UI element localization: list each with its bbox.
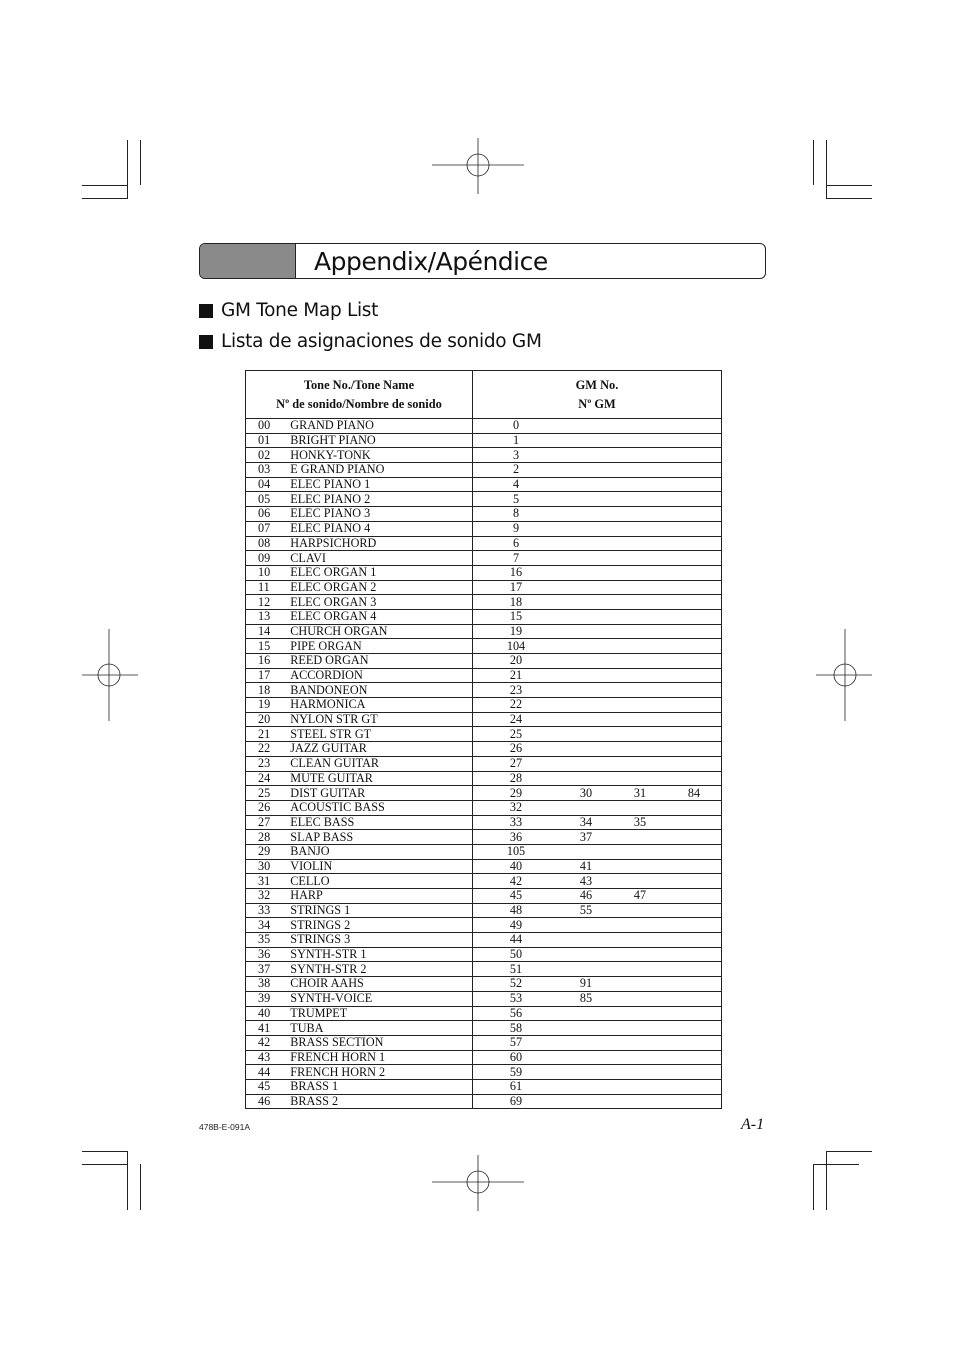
table-row	[246, 756, 722, 771]
gm-number: 3	[512, 447, 520, 462]
tone-number: 03	[246, 463, 291, 478]
tone-name: BANJO	[290, 844, 472, 859]
tone-number: 34	[246, 918, 291, 933]
registration-mark-bottom	[432, 1155, 524, 1211]
tone-number: 46	[246, 1094, 291, 1109]
gm-number: 69	[509, 1093, 523, 1108]
gm-number: 42	[509, 873, 523, 888]
gm-number: 48	[509, 903, 523, 918]
gm-number: 31	[633, 785, 647, 800]
tone-number: 17	[246, 668, 291, 683]
gm-numbers	[473, 551, 722, 566]
tone-number: 44	[246, 1065, 291, 1080]
gm-numbers	[473, 477, 722, 492]
tone-number: 21	[246, 727, 291, 742]
gm-number: 43	[579, 873, 593, 888]
gm-numbers	[473, 1006, 722, 1021]
gm-numbers	[473, 536, 722, 551]
table-row	[246, 771, 722, 786]
gm-numbers	[473, 771, 722, 786]
tone-number: 27	[246, 815, 291, 830]
gm-number: 44	[509, 932, 523, 947]
gm-numbers	[473, 991, 722, 1006]
tone-number: 10	[246, 565, 291, 580]
tone-number: 20	[246, 712, 291, 727]
tone-number: 25	[246, 786, 291, 801]
table-row	[246, 947, 722, 962]
gm-number: 9	[512, 521, 520, 536]
table-row	[246, 844, 722, 859]
gm-numbers	[473, 624, 722, 639]
square-bullet-icon	[199, 335, 213, 349]
gm-number: 47	[633, 888, 647, 903]
gm-number: 25	[509, 726, 523, 741]
gm-numbers	[473, 507, 722, 522]
table-row	[246, 433, 722, 448]
table-row	[246, 507, 722, 522]
tone-name: BRASS SECTION	[290, 1035, 472, 1050]
tone-number: 26	[246, 800, 291, 815]
table-row	[246, 1050, 722, 1065]
gm-number: 27	[509, 756, 523, 771]
gm-number: 26	[509, 741, 523, 756]
gm-number: 4	[512, 477, 520, 492]
table-row	[246, 742, 722, 757]
tone-number: 22	[246, 742, 291, 757]
table-row	[246, 595, 722, 610]
gm-number: 15	[509, 609, 523, 624]
table-row	[246, 668, 722, 683]
square-bullet-icon	[199, 304, 213, 318]
tone-name: ELEC PIANO 3	[290, 507, 472, 522]
gm-number: 21	[509, 668, 523, 683]
gm-number: 30	[579, 785, 593, 800]
tone-number: 06	[246, 507, 291, 522]
gm-numbers	[473, 609, 722, 624]
tone-number: 39	[246, 991, 291, 1006]
gm-numbers	[473, 727, 722, 742]
gm-number: 35	[633, 814, 647, 829]
tone-name: FRENCH HORN 2	[290, 1065, 472, 1080]
gm-number: 16	[509, 565, 523, 580]
table-row	[246, 1006, 722, 1021]
gm-numbers	[473, 448, 722, 463]
gm-numbers	[473, 800, 722, 815]
gm-numbers	[473, 786, 722, 801]
gm-numbers	[473, 844, 722, 859]
page-title: Appendix/Apéndice	[314, 246, 548, 276]
gm-number: 22	[509, 697, 523, 712]
table-row	[246, 624, 722, 639]
gm-number: 2	[512, 462, 520, 477]
table-row	[246, 1065, 722, 1080]
tone-name: STRINGS 3	[290, 933, 472, 948]
tone-name: ACCORDION	[290, 668, 472, 683]
registration-mark-right	[816, 629, 872, 721]
tone-name: TRUMPET	[290, 1006, 472, 1021]
tone-name: STRINGS 2	[290, 918, 472, 933]
table-row	[246, 962, 722, 977]
gm-numbers	[473, 565, 722, 580]
gm-number: 59	[509, 1064, 523, 1079]
gm-numbers	[473, 1065, 722, 1080]
table-row	[246, 991, 722, 1006]
tone-name: HONKY-TONK	[290, 448, 472, 463]
gm-numbers	[473, 815, 722, 830]
table-row	[246, 1094, 722, 1109]
gm-number: 17	[509, 579, 523, 594]
gm-numbers	[473, 1035, 722, 1050]
gm-numbers	[473, 580, 722, 595]
gm-numbers	[473, 889, 722, 904]
tone-number: 35	[246, 933, 291, 948]
tone-number: 42	[246, 1035, 291, 1050]
header-gm-label-es: Nº GM	[578, 396, 616, 411]
gm-number: 50	[509, 947, 523, 962]
header-gm-column	[473, 371, 722, 419]
tone-name: ACOUSTIC BASS	[290, 800, 472, 815]
tone-number: 43	[246, 1050, 291, 1065]
table-row	[246, 933, 722, 948]
gm-numbers	[473, 830, 722, 845]
tone-number: 16	[246, 654, 291, 669]
tone-number: 04	[246, 477, 291, 492]
gm-number: 8	[512, 506, 520, 521]
gm-number: 51	[509, 961, 523, 976]
table-row	[246, 609, 722, 624]
tone-number: 08	[246, 536, 291, 551]
tone-name: BRASS 2	[290, 1094, 472, 1109]
tone-number: 07	[246, 521, 291, 536]
table-row	[246, 727, 722, 742]
heading-lista-asignaciones	[199, 331, 542, 352]
tone-number: 09	[246, 551, 291, 566]
tone-name: SYNTH-STR 1	[290, 947, 472, 962]
tone-number: 05	[246, 492, 291, 507]
gm-numbers	[473, 947, 722, 962]
table-row	[246, 977, 722, 992]
gm-number: 58	[509, 1020, 523, 1035]
tone-name: CHURCH ORGAN	[290, 624, 472, 639]
table-row	[246, 889, 722, 904]
gm-number: 29	[509, 785, 523, 800]
tone-name: NYLON STR GT	[290, 712, 472, 727]
table-body	[246, 419, 722, 1109]
registration-mark-top	[432, 138, 524, 194]
gm-numbers	[473, 712, 722, 727]
tone-number: 36	[246, 947, 291, 962]
tone-number: 14	[246, 624, 291, 639]
tone-name: TUBA	[290, 1021, 472, 1036]
tone-number: 33	[246, 903, 291, 918]
tone-name: E GRAND PIANO	[290, 463, 472, 478]
gm-number: 53	[509, 991, 523, 1006]
tone-name: ELEC PIANO 1	[290, 477, 472, 492]
gm-number: 6	[512, 535, 520, 550]
tone-name: REED ORGAN	[290, 654, 472, 669]
tone-name: CLAVI	[290, 551, 472, 566]
gm-numbers	[473, 433, 722, 448]
footer-code: 478B-E-091A	[199, 1122, 251, 1132]
tone-name: VIOLIN	[290, 859, 472, 874]
tone-name: ELEC ORGAN 3	[290, 595, 472, 610]
tone-number: 19	[246, 698, 291, 713]
tone-name: BANDONEON	[290, 683, 472, 698]
gm-numbers	[473, 1050, 722, 1065]
tone-name: ELEC PIANO 4	[290, 521, 472, 536]
table-row	[246, 448, 722, 463]
tone-number: 31	[246, 874, 291, 889]
table-row	[246, 683, 722, 698]
table-header-row	[246, 371, 722, 419]
gm-number: 104	[506, 638, 526, 653]
gm-number: 46	[579, 888, 593, 903]
tone-name: CHOIR AAHS	[290, 977, 472, 992]
gm-number: 105	[506, 844, 526, 859]
appendix-title-bar	[199, 243, 766, 279]
tone-name: FRENCH HORN 1	[290, 1050, 472, 1065]
heading-text: GM Tone Map List	[221, 300, 379, 321]
table-row	[246, 521, 722, 536]
gm-numbers	[473, 521, 722, 536]
table-row	[246, 477, 722, 492]
gm-numbers	[473, 595, 722, 610]
tone-name: HARP	[290, 889, 472, 904]
tone-number: 32	[246, 889, 291, 904]
table-row	[246, 874, 722, 889]
gm-numbers	[473, 463, 722, 478]
table-row	[246, 859, 722, 874]
table-row	[246, 800, 722, 815]
gm-numbers	[473, 492, 722, 507]
tone-name: CLEAN GUITAR	[290, 756, 472, 771]
tone-name: SLAP BASS	[290, 830, 472, 845]
table-row	[246, 786, 722, 801]
gm-numbers	[473, 903, 722, 918]
gm-number: 45	[509, 888, 523, 903]
tone-number: 24	[246, 771, 291, 786]
tone-name: DIST GUITAR	[290, 786, 472, 801]
header-tone-label: Tone No./Tone Name	[303, 377, 415, 392]
gm-numbers	[473, 419, 722, 434]
gm-numbers	[473, 698, 722, 713]
gm-number: 41	[579, 858, 593, 873]
tone-number: 45	[246, 1079, 291, 1094]
gm-numbers	[473, 654, 722, 669]
tone-name: GRAND PIANO	[290, 419, 472, 434]
gm-number: 85	[579, 991, 593, 1006]
gm-number: 84	[687, 785, 701, 800]
gm-number: 23	[509, 682, 523, 697]
header-tone-column	[246, 371, 473, 419]
table-row	[246, 492, 722, 507]
tone-number: 12	[246, 595, 291, 610]
gm-number: 19	[509, 623, 523, 638]
tone-number: 40	[246, 1006, 291, 1021]
tone-name: SYNTH-STR 2	[290, 962, 472, 977]
gm-numbers	[473, 668, 722, 683]
heading-text: Lista de asignaciones de sonido GM	[221, 331, 542, 352]
gm-number: 28	[509, 770, 523, 785]
gm-numbers	[473, 918, 722, 933]
gm-numbers	[473, 756, 722, 771]
gm-number: 36	[509, 829, 523, 844]
gm-number: 57	[509, 1035, 523, 1050]
gm-number: 37	[579, 829, 593, 844]
page-number: A-1	[741, 1116, 765, 1133]
table-row	[246, 815, 722, 830]
tone-name: ELEC ORGAN 2	[290, 580, 472, 595]
gm-number: 1	[512, 433, 520, 448]
gm-number: 34	[579, 814, 593, 829]
table-row	[246, 903, 722, 918]
table-row	[246, 1035, 722, 1050]
gm-number: 7	[512, 550, 520, 565]
gm-number: 60	[509, 1049, 523, 1064]
gm-number: 18	[509, 594, 523, 609]
gm-numbers	[473, 639, 722, 654]
gm-number: 52	[509, 976, 523, 991]
gm-number: 61	[509, 1079, 523, 1094]
tone-number: 41	[246, 1021, 291, 1036]
tone-number: 00	[246, 419, 291, 434]
tone-number: 01	[246, 433, 291, 448]
tone-number: 30	[246, 859, 291, 874]
gm-numbers	[473, 874, 722, 889]
heading-gm-tone-map-list	[199, 300, 378, 321]
gm-number: 33	[509, 814, 523, 829]
tone-name: CELLO	[290, 874, 472, 889]
tone-name: PIPE ORGAN	[290, 639, 472, 654]
gm-number: 91	[579, 976, 593, 991]
tone-number: 02	[246, 448, 291, 463]
tone-number: 29	[246, 844, 291, 859]
tone-name: HARMONICA	[290, 698, 472, 713]
tone-number: 37	[246, 962, 291, 977]
gm-numbers	[473, 1021, 722, 1036]
gm-number: 32	[509, 800, 523, 815]
table-row	[246, 654, 722, 669]
tone-name: ELEC BASS	[290, 815, 472, 830]
tone-name: JAZZ GUITAR	[290, 742, 472, 757]
table-row	[246, 712, 722, 727]
table-row	[246, 551, 722, 566]
gm-numbers	[473, 859, 722, 874]
table-row	[246, 1079, 722, 1094]
tone-number: 23	[246, 756, 291, 771]
table-row	[246, 419, 722, 434]
table-row	[246, 698, 722, 713]
gm-number: 56	[509, 1005, 523, 1020]
header-gm-label: GM No.	[575, 377, 619, 392]
table-row	[246, 580, 722, 595]
gm-number: 24	[509, 712, 523, 727]
table-row	[246, 639, 722, 654]
table-row	[246, 830, 722, 845]
tone-number: 11	[246, 580, 291, 595]
title-tab-decoration	[200, 244, 296, 278]
tone-name: ELEC ORGAN 4	[290, 609, 472, 624]
gm-numbers	[473, 1094, 722, 1109]
gm-number: 0	[512, 418, 520, 433]
gm-number: 40	[509, 858, 523, 873]
header-tone-label-es: Nº de sonido/Nombre de sonido	[276, 396, 442, 411]
tone-name: STEEL STR GT	[290, 727, 472, 742]
table-row	[246, 536, 722, 551]
gm-numbers	[473, 683, 722, 698]
table-row	[246, 918, 722, 933]
tone-number: 15	[246, 639, 291, 654]
tone-number: 28	[246, 830, 291, 845]
tone-name: BRIGHT PIANO	[290, 433, 472, 448]
gm-numbers	[473, 933, 722, 948]
gm-numbers	[473, 977, 722, 992]
table-row	[246, 1021, 722, 1036]
gm-tone-map-table	[245, 370, 722, 1109]
tone-name: STRINGS 1	[290, 903, 472, 918]
tone-number: 18	[246, 683, 291, 698]
registration-mark-left	[82, 629, 138, 721]
tone-number: 38	[246, 977, 291, 992]
tone-name: HARPSICHORD	[290, 536, 472, 551]
gm-number: 55	[579, 903, 593, 918]
gm-number: 20	[509, 653, 523, 668]
tone-name: ELEC PIANO 2	[290, 492, 472, 507]
gm-number: 5	[512, 491, 520, 506]
tone-name: MUTE GUITAR	[290, 771, 472, 786]
table-row	[246, 463, 722, 478]
gm-numbers	[473, 742, 722, 757]
gm-numbers	[473, 1079, 722, 1094]
tone-number: 13	[246, 609, 291, 624]
tone-name: BRASS 1	[290, 1079, 472, 1094]
gm-number: 49	[509, 917, 523, 932]
tone-name: SYNTH-VOICE	[290, 991, 472, 1006]
table-row	[246, 565, 722, 580]
gm-numbers	[473, 962, 722, 977]
tone-name: ELEC ORGAN 1	[290, 565, 472, 580]
